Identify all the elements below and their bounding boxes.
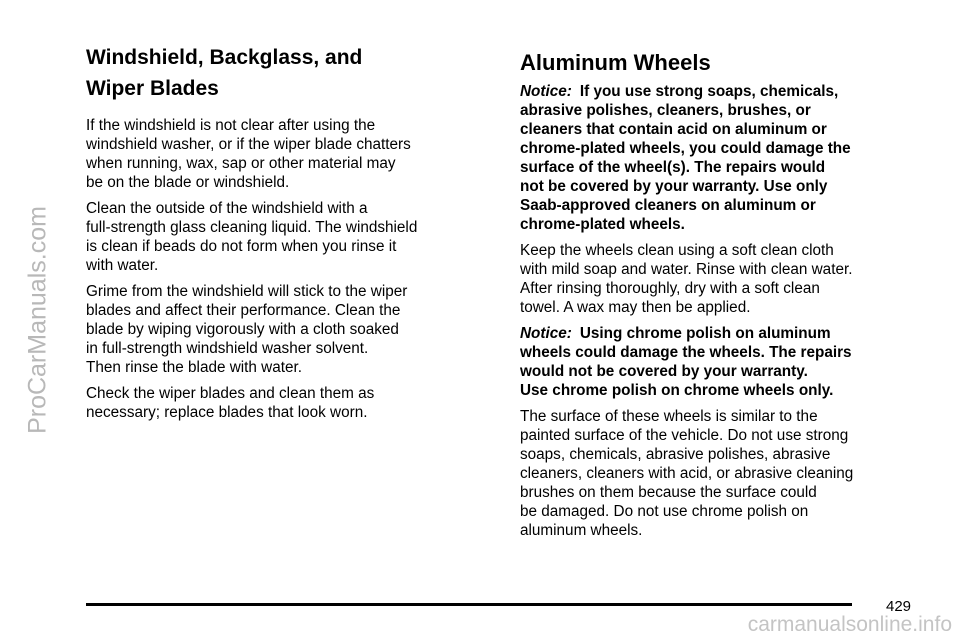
title-line: Wiper Blades: [86, 77, 219, 100]
text-line: abrasive polishes, cleaners, brushes, or: [520, 102, 811, 119]
text-line: towel. A wax may then be applied.: [520, 299, 751, 316]
paragraph: [520, 407, 915, 540]
text-line: The surface of these wheels is similar to the: [520, 408, 818, 425]
side-watermark-text: ProCarManuals.com: [23, 206, 52, 434]
notice-block: [520, 324, 915, 400]
text-line: Check the wiper blades and clean them as: [86, 385, 375, 402]
paragraph: [86, 199, 486, 275]
text-line: After rinsing thoroughly, dry with a soft clean: [520, 280, 820, 297]
paragraph: [520, 241, 915, 317]
text-line: with mild soap and water. Rinse with clean water.: [520, 261, 853, 278]
text-line: Keep the wheels clean using a soft clean cloth: [520, 242, 834, 259]
text-line: cleaners, cleaners with acid, or abrasive cleaning: [520, 465, 854, 482]
text-line: [520, 324, 915, 343]
page-number: 429: [886, 598, 912, 615]
text-line: aluminum wheels.: [520, 522, 643, 539]
text-line: blade by wiping vigorously with a cloth soaked: [86, 321, 399, 338]
side-watermark: [8, 0, 68, 640]
text-line: in full-strength windshield washer solvent.: [86, 340, 369, 357]
text-line: soaps, chemicals, abrasive polishes, abrasive: [520, 446, 831, 463]
notice-label: Notice:: [520, 325, 572, 342]
text-line: wheels could damage the wheels. The repairs: [520, 344, 852, 361]
footer-watermark: carmanualsonline.info: [747, 613, 952, 636]
text-line: Then rinse the blade with water.: [86, 359, 302, 376]
text-line: [520, 82, 915, 101]
text-line: Saab-approved cleaners on aluminum or: [520, 197, 816, 214]
notice-label: Notice:: [520, 83, 572, 100]
text-line: If the windshield is not clear after using the: [86, 117, 376, 134]
paragraph: [86, 384, 486, 422]
aluminum-wheels-title: Aluminum Wheels: [520, 50, 711, 75]
right-column: [520, 42, 915, 547]
text-line: painted surface of the vehicle. Do not use strong: [520, 427, 849, 444]
title-line: Windshield, Backglass, and: [86, 46, 363, 69]
text-line: with water.: [86, 257, 159, 274]
text-line: full-strength glass cleaning liquid. The windshield: [86, 219, 418, 236]
paragraph: [86, 116, 486, 192]
windshield-section-title: [86, 42, 486, 104]
left-column: [86, 42, 486, 429]
paragraph: [86, 282, 486, 377]
notice-text: If you use strong soaps, chemicals,: [579, 83, 839, 100]
text-line: Use chrome polish on chrome wheels only.: [520, 382, 834, 399]
text-line: chrome-plated wheels.: [520, 216, 685, 233]
text-line: chrome-plated wheels, you could damage the: [520, 140, 851, 157]
text-line: is clean if beads do not form when you rinse it: [86, 238, 397, 255]
text-line: surface of the wheel(s). The repairs would: [520, 159, 826, 176]
text-line: blades and affect their performance. Clean the: [86, 302, 401, 319]
notice-block: [520, 82, 915, 234]
text-line: cleaners that contain acid on aluminum or: [520, 121, 827, 138]
text-line: would not be covered by your warranty.: [520, 363, 808, 380]
text-line: be damaged. Do not use chrome polish on: [520, 503, 809, 520]
text-line: Clean the outside of the windshield with a: [86, 200, 368, 217]
text-line: not be covered by your warranty. Use only: [520, 178, 828, 195]
text-line: Grime from the windshield will stick to the wiper: [86, 283, 408, 300]
text-line: necessary; replace blades that look worn.: [86, 404, 368, 421]
text-line: when running, wax, sap or other material may: [86, 155, 396, 172]
notice-text: Using chrome polish on aluminum: [579, 325, 831, 342]
text-line: windshield washer, or if the wiper blade chatters: [86, 136, 411, 153]
footer-rule: [86, 603, 852, 606]
text-line: brushes on them because the surface could: [520, 484, 817, 501]
text-line: be on the blade or windshield.: [86, 174, 290, 191]
